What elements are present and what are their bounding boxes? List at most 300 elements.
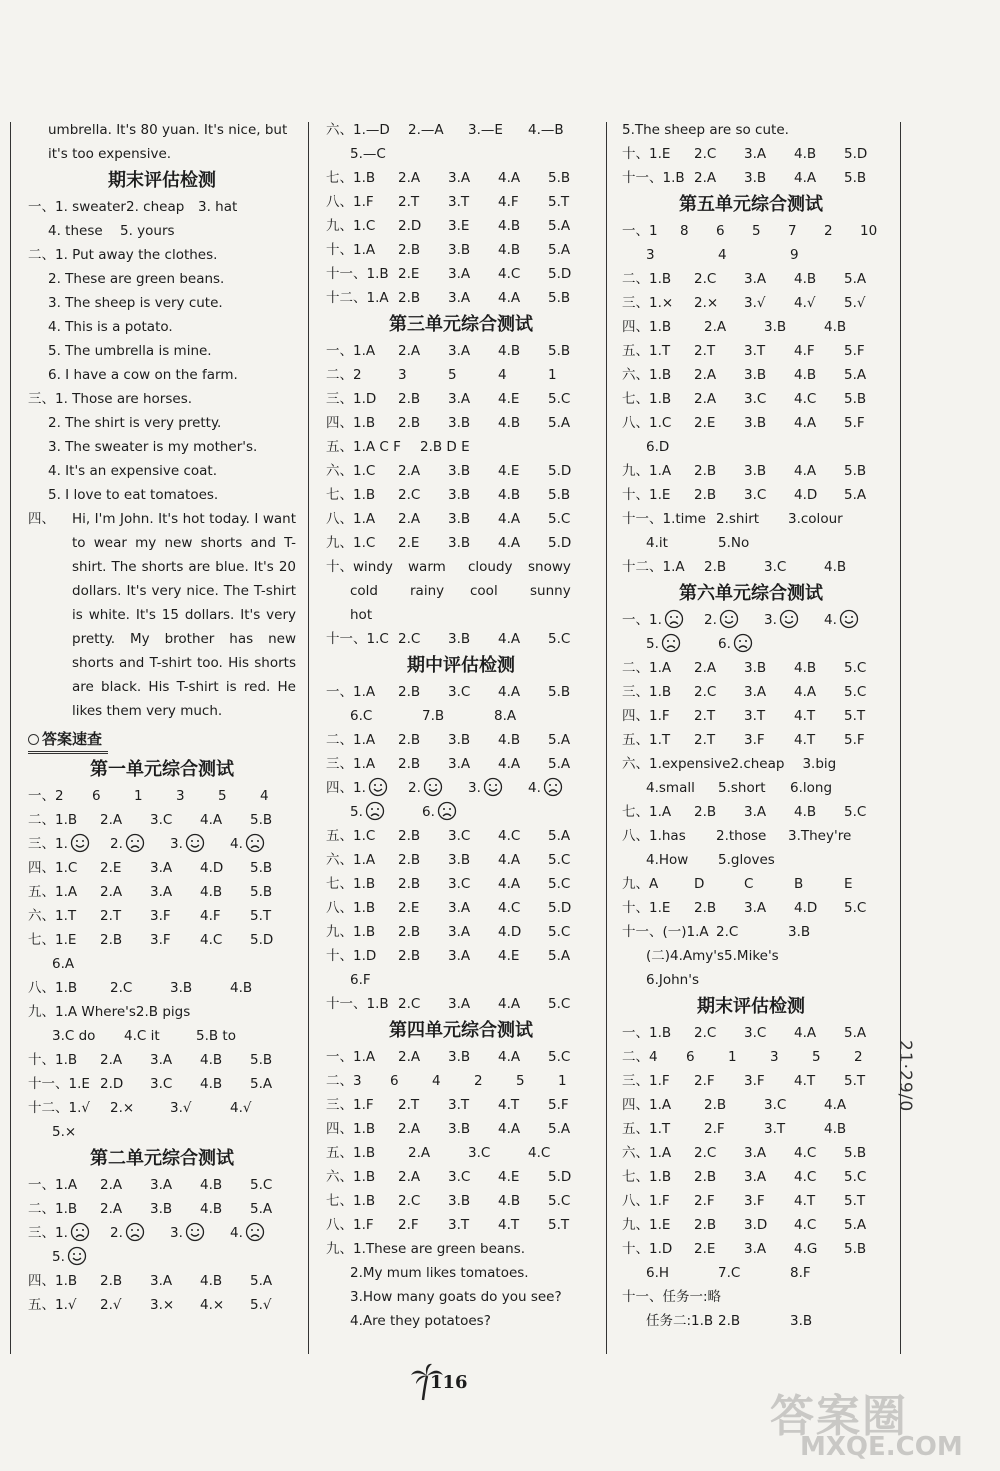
answer-text: 6.D xyxy=(646,439,670,455)
answer-text: 3.F xyxy=(744,1073,765,1089)
answer-cell xyxy=(794,1213,844,1237)
answer-cell xyxy=(200,928,250,952)
answer-cell xyxy=(326,411,398,435)
answer-cell xyxy=(52,1024,124,1048)
answer-text: 3 xyxy=(398,367,407,383)
answer-text: 七、1.A xyxy=(622,804,672,820)
answer-text: 五、1.T xyxy=(622,1121,671,1137)
answer-text: 4.B xyxy=(200,1201,223,1217)
answer-cell xyxy=(448,1213,498,1237)
answer-row xyxy=(622,1189,880,1213)
answer-text: 2.B xyxy=(398,242,421,258)
answer-row xyxy=(622,680,880,704)
answer-text: 四、1.F xyxy=(622,708,670,724)
answer-cell xyxy=(694,459,744,483)
answer-cell xyxy=(48,459,217,483)
answer-cell xyxy=(824,315,884,339)
answer-text: 4.T xyxy=(794,708,816,724)
answer-row xyxy=(326,1189,596,1213)
answer-text: 4. xyxy=(824,612,837,628)
answer-text: 4.T xyxy=(794,732,816,748)
answer-row xyxy=(28,195,296,219)
answer-text: 2.B xyxy=(398,852,421,868)
answer-cell xyxy=(824,219,860,243)
answer-cell xyxy=(694,411,744,435)
answer-cell xyxy=(794,704,844,728)
answer-cell xyxy=(326,872,398,896)
answer-text: 3.C xyxy=(448,828,471,844)
answer-text: 4.A xyxy=(498,876,521,892)
answer-text: 2.T xyxy=(100,908,122,924)
answer-cell xyxy=(398,1165,448,1189)
answer-text: 2.A xyxy=(398,1121,421,1137)
answer-text: 3.× xyxy=(150,1297,175,1313)
column-rule-3 xyxy=(606,122,607,1354)
answer-text: 5.A xyxy=(548,242,571,258)
answer-cell xyxy=(548,872,598,896)
answer-cell xyxy=(150,1173,200,1197)
answer-text: 2.E xyxy=(398,535,420,551)
answer-cell xyxy=(694,142,744,166)
answer-cell xyxy=(744,680,794,704)
answer-cell xyxy=(326,680,398,704)
answer-cell xyxy=(548,944,598,968)
answer-row xyxy=(326,1213,596,1237)
answer-text: 4.B xyxy=(824,559,847,575)
answer-section xyxy=(622,219,880,579)
answer-cell xyxy=(622,339,694,363)
answer-cell xyxy=(448,286,498,310)
answer-cell xyxy=(448,483,498,507)
answer-text: 3.big xyxy=(802,756,837,772)
answer-row xyxy=(622,608,880,632)
answer-text: 4. these xyxy=(48,223,103,239)
answer-text: 三、1. xyxy=(28,1225,68,1241)
answer-text: 5.F xyxy=(844,343,865,359)
answer-cell xyxy=(744,1213,794,1237)
answer-cell xyxy=(704,555,764,579)
answer-cell xyxy=(548,992,598,1016)
answer-text: 2.F xyxy=(694,1193,715,1209)
answer-cell xyxy=(716,920,788,944)
answer-text: 4.T xyxy=(794,1073,816,1089)
answer-cell xyxy=(100,1072,150,1096)
answer-text: 3.B xyxy=(448,511,471,527)
answer-cell xyxy=(854,1045,896,1069)
answer-text: 2.—A xyxy=(408,122,444,138)
answer-cell xyxy=(694,483,744,507)
answer-text: 十、1.E xyxy=(622,900,671,916)
answer-row xyxy=(622,118,880,142)
page-number: 116 xyxy=(430,1372,468,1393)
smiley-face-icon xyxy=(67,1246,87,1266)
answer-cell xyxy=(100,856,150,880)
answer-text: 2.A xyxy=(398,511,421,527)
answer-cell xyxy=(250,1293,300,1317)
answer-cell xyxy=(548,728,598,752)
answer-cell xyxy=(844,1189,894,1213)
answer-text: 4.D xyxy=(498,924,522,940)
answer-text: E xyxy=(844,876,853,892)
answer-row xyxy=(326,896,596,920)
answer-row xyxy=(326,1069,596,1093)
answer-cell xyxy=(326,363,398,387)
answer-row xyxy=(326,992,596,1016)
answer-text: 3.A xyxy=(448,948,471,964)
answer-text: 5.B xyxy=(548,170,571,186)
answer-row xyxy=(28,1221,296,1245)
answer-cell xyxy=(326,555,408,579)
answer-cell xyxy=(326,824,398,848)
answer-text: 2.A xyxy=(704,319,727,335)
answer-cell xyxy=(498,531,548,555)
answer-cell xyxy=(548,387,598,411)
answer-cell xyxy=(622,315,704,339)
answer-cell xyxy=(794,483,844,507)
answer-text: 10 xyxy=(860,223,878,239)
answer-row xyxy=(622,968,880,992)
answer-cell xyxy=(48,363,238,387)
answer-cell xyxy=(622,363,694,387)
answer-row xyxy=(326,1093,596,1117)
essay-number: 四、 xyxy=(28,511,55,527)
answer-cell xyxy=(694,680,744,704)
answer-row xyxy=(622,1285,880,1309)
answer-cell xyxy=(718,531,790,555)
answer-text: 3. xyxy=(764,612,777,628)
answer-text: 5.C xyxy=(548,511,571,527)
answer-cell xyxy=(528,118,588,142)
answer-cell xyxy=(622,728,694,752)
answer-text: 十一、1.B xyxy=(622,170,685,186)
answer-cell xyxy=(448,339,498,363)
answer-cell xyxy=(794,411,844,435)
answer-cell xyxy=(622,507,716,531)
answer-text: 2.A xyxy=(398,463,421,479)
answer-cell xyxy=(794,1189,844,1213)
answer-text: 十一、任务一:略 xyxy=(622,1289,722,1305)
answer-text: 2.A xyxy=(100,1177,123,1193)
answer-text: 2.√ xyxy=(100,1297,122,1313)
answer-cell xyxy=(150,1293,200,1317)
answer-cell xyxy=(200,1293,250,1317)
sad-face-icon xyxy=(437,801,457,821)
answer-cell xyxy=(744,1021,794,1045)
answer-row xyxy=(622,1093,880,1117)
answer-text: 2.B xyxy=(100,932,123,948)
answer-text: 3.B xyxy=(448,1049,471,1065)
answer-text: 4.C xyxy=(794,1217,817,1233)
answer-text: 4.C xyxy=(794,1169,817,1185)
answer-text: 2.C xyxy=(398,1193,421,1209)
essay-answer xyxy=(28,507,296,723)
answer-cell xyxy=(794,459,844,483)
answer-cell xyxy=(448,1165,498,1189)
answer-text: 八、1.B xyxy=(28,980,78,996)
answer-cell xyxy=(200,880,250,904)
answer-cell xyxy=(448,992,498,1016)
answer-text: 4.B xyxy=(498,487,521,503)
answer-text: 4.C xyxy=(528,1145,551,1161)
answer-row xyxy=(622,824,880,848)
answer-text: 七、1.E xyxy=(28,932,77,948)
answer-text: 2.A xyxy=(100,1201,123,1217)
answer-cell xyxy=(794,896,844,920)
answer-text: 3.B xyxy=(448,1121,471,1137)
answer-text: 6. I have a cow on the farm. xyxy=(48,367,238,383)
answer-cell xyxy=(548,1165,598,1189)
answer-row xyxy=(28,363,296,387)
answer-text: 6 xyxy=(92,788,101,804)
answer-cell xyxy=(494,704,566,728)
answer-text: 2.B xyxy=(398,924,421,940)
answer-text: 5.B xyxy=(844,1145,867,1161)
answer-text: 2.× xyxy=(694,295,719,311)
answer-cell xyxy=(646,531,718,555)
answer-row xyxy=(28,1120,296,1144)
answer-text: D xyxy=(694,876,705,892)
answer-cell xyxy=(548,238,598,262)
answer-text: 5.B xyxy=(844,1241,867,1257)
answer-cell xyxy=(126,195,198,219)
answer-cell xyxy=(844,1213,894,1237)
sad-face-icon xyxy=(70,1222,90,1242)
answer-text: 2.C xyxy=(716,924,739,940)
answer-text: 2.B xyxy=(398,684,421,700)
answer-cell xyxy=(622,291,694,315)
answer-text: 6.C xyxy=(350,708,373,724)
answer-text: 5.B xyxy=(250,1052,273,1068)
answer-cell xyxy=(398,286,448,310)
answer-cell xyxy=(680,219,716,243)
answer-cell xyxy=(744,896,794,920)
answer-text: 六、1.C xyxy=(326,463,376,479)
answer-cell xyxy=(28,1096,110,1120)
answer-row xyxy=(326,627,596,651)
answer-cell xyxy=(548,627,598,651)
answer-text: 六、1.B xyxy=(622,367,672,383)
answer-text: 五、1.A xyxy=(28,884,78,900)
answer-text: 2.F xyxy=(398,1217,419,1233)
answer-cell xyxy=(28,880,100,904)
answer-text: 5.C xyxy=(844,900,867,916)
answer-cell xyxy=(200,1173,250,1197)
answer-row xyxy=(622,507,880,531)
answer-cell xyxy=(498,920,548,944)
answer-text: 2.C xyxy=(398,996,421,1012)
answer-row xyxy=(326,339,596,363)
answer-text: 六、1.T xyxy=(28,908,77,924)
answer-cell xyxy=(408,118,468,142)
answer-cell xyxy=(326,848,398,872)
answer-cell xyxy=(548,1117,598,1141)
answer-row xyxy=(622,872,880,896)
answer-text: 3.B xyxy=(448,1193,471,1209)
answer-cell xyxy=(788,507,860,531)
answer-text: 2 xyxy=(824,223,833,239)
answer-row xyxy=(326,680,596,704)
answer-text: 2.shirt xyxy=(716,511,760,527)
smiley-face-icon xyxy=(483,777,503,797)
answer-text: 一、1.A xyxy=(28,1177,78,1193)
answer-text: 十二、1.√ xyxy=(28,1100,90,1116)
answer-row xyxy=(326,824,596,848)
answer-text: 4.B xyxy=(498,218,521,234)
answer-text: 1 xyxy=(558,1073,567,1089)
answer-cell xyxy=(398,1045,448,1069)
answer-cell xyxy=(548,459,598,483)
smiley-face-icon xyxy=(779,609,799,629)
answer-cell xyxy=(622,142,694,166)
answer-cell xyxy=(448,1045,498,1069)
answer-text: 2.D xyxy=(100,1076,124,1092)
answer-text: 九、1.B xyxy=(326,924,376,940)
answer-text: 5.A xyxy=(548,732,571,748)
answer-cell xyxy=(28,832,110,856)
answer-text: 4.D xyxy=(794,487,818,503)
answer-text: 3.A xyxy=(448,343,471,359)
sad-face-icon xyxy=(543,777,563,797)
answer-text: 八、1.F xyxy=(622,1193,670,1209)
answer-row xyxy=(622,776,880,800)
answer-text: 3.A xyxy=(744,684,767,700)
answer-cell xyxy=(646,968,699,992)
answer-text: 2.F xyxy=(704,1121,725,1137)
answer-row xyxy=(326,603,596,627)
answer-text: 2.× xyxy=(110,1100,135,1116)
answer-text: 4.T xyxy=(794,1193,816,1209)
answer-text: 5.B xyxy=(548,343,571,359)
answer-cell xyxy=(694,704,744,728)
answer-text: 4.T xyxy=(498,1097,520,1113)
section-title: 期中评估检测 xyxy=(407,655,515,676)
answer-cell xyxy=(844,800,894,824)
answer-text: 2.A xyxy=(398,1049,421,1065)
answer-cell xyxy=(548,262,598,286)
answer-text: 5.A xyxy=(548,828,571,844)
answer-cell xyxy=(326,1213,398,1237)
answer-cell xyxy=(28,808,100,832)
answer-row xyxy=(28,1245,296,1269)
answer-cell xyxy=(100,880,150,904)
answer-section xyxy=(28,195,296,507)
answer-row xyxy=(28,219,296,243)
answer-cell xyxy=(150,808,200,832)
answer-cell xyxy=(326,459,398,483)
answer-cell xyxy=(408,555,468,579)
answer-row xyxy=(622,704,880,728)
answer-cell xyxy=(498,896,548,920)
answer-cell xyxy=(844,1237,894,1261)
answer-cell xyxy=(844,339,894,363)
answer-text: 2.A xyxy=(398,1169,421,1185)
answer-text: 十一、(一)1.A xyxy=(622,924,709,940)
answer-text: 九、1.C xyxy=(326,535,376,551)
answer-cell xyxy=(398,531,448,555)
answer-cell xyxy=(548,1213,598,1237)
answer-cell xyxy=(468,776,528,800)
answer-text: 一、2 xyxy=(28,788,64,804)
answer-cell xyxy=(844,363,894,387)
answer-text: 3.C xyxy=(448,876,471,892)
answer-text: 一、1.A xyxy=(326,343,376,359)
answer-cell xyxy=(326,1189,398,1213)
answer-cell xyxy=(398,1117,448,1141)
answer-text: 3.A xyxy=(150,1052,173,1068)
answer-text: 3.B xyxy=(744,415,767,431)
answer-text: 2.B xyxy=(694,1169,717,1185)
answer-text: 6.John's xyxy=(646,972,699,988)
answer-cell xyxy=(622,483,694,507)
answer-cell xyxy=(170,832,230,856)
section-title: 第二单元综合测试 xyxy=(90,1148,234,1169)
answer-cell xyxy=(548,166,598,190)
answer-cell xyxy=(350,968,371,992)
answer-text: 3.F xyxy=(150,932,171,948)
answer-cell xyxy=(744,800,794,824)
answer-text: 二、1.B xyxy=(622,271,672,287)
answer-text: 三、1.D xyxy=(326,391,377,407)
answer-cell xyxy=(498,992,548,1016)
answer-text: 3.—E xyxy=(468,122,503,138)
answer-text: 3.E xyxy=(448,218,470,234)
answer-cell xyxy=(350,603,372,627)
section-title: 期末评估检测 xyxy=(108,170,216,191)
answer-text: 二、1.A xyxy=(326,732,376,748)
answer-text: 3.C xyxy=(744,391,767,407)
answer-cell xyxy=(250,904,300,928)
answer-text: 4.G xyxy=(794,1241,818,1257)
answer-text: 4.B xyxy=(824,1121,847,1137)
answer-cell xyxy=(622,1093,704,1117)
answer-text: 2.B xyxy=(694,804,717,820)
answer-cell xyxy=(744,1189,794,1213)
side-code: 21·29/0 xyxy=(895,1040,915,1113)
answer-text: 五、1.T xyxy=(622,343,671,359)
answer-cell xyxy=(794,1069,844,1093)
answer-cell xyxy=(110,1221,170,1245)
intro-lines xyxy=(28,118,296,166)
answer-text: 十、1.D xyxy=(326,948,377,964)
answer-cell xyxy=(770,1045,812,1069)
answer-text: 3 xyxy=(176,788,185,804)
answer-text: 7.C xyxy=(718,1265,741,1281)
answer-cell xyxy=(498,824,548,848)
answer-row xyxy=(622,459,880,483)
answer-cell xyxy=(250,808,300,832)
answer-cell xyxy=(200,1048,250,1072)
answer-cell xyxy=(28,1269,100,1293)
answer-cell xyxy=(622,1021,694,1045)
answer-text: 3.B xyxy=(448,535,471,551)
answer-cell xyxy=(694,363,744,387)
answer-row xyxy=(28,387,296,411)
answer-text: 3.A xyxy=(744,271,767,287)
answer-text: 4.A xyxy=(498,756,521,772)
answer-text: 5.A xyxy=(844,1025,867,1041)
answer-row xyxy=(622,1141,880,1165)
answer-text: 4.A xyxy=(498,684,521,700)
answer-cell xyxy=(470,579,530,603)
answer-text: 8.F xyxy=(790,1265,811,1281)
answer-text: 4. xyxy=(230,1225,243,1241)
answer-text: warm xyxy=(408,559,446,575)
answer-text: 九、1.A xyxy=(622,463,672,479)
answer-cell xyxy=(250,1072,300,1096)
answer-cell xyxy=(794,1141,844,1165)
answer-row xyxy=(622,896,880,920)
answer-text: 2.B xyxy=(718,1313,741,1329)
